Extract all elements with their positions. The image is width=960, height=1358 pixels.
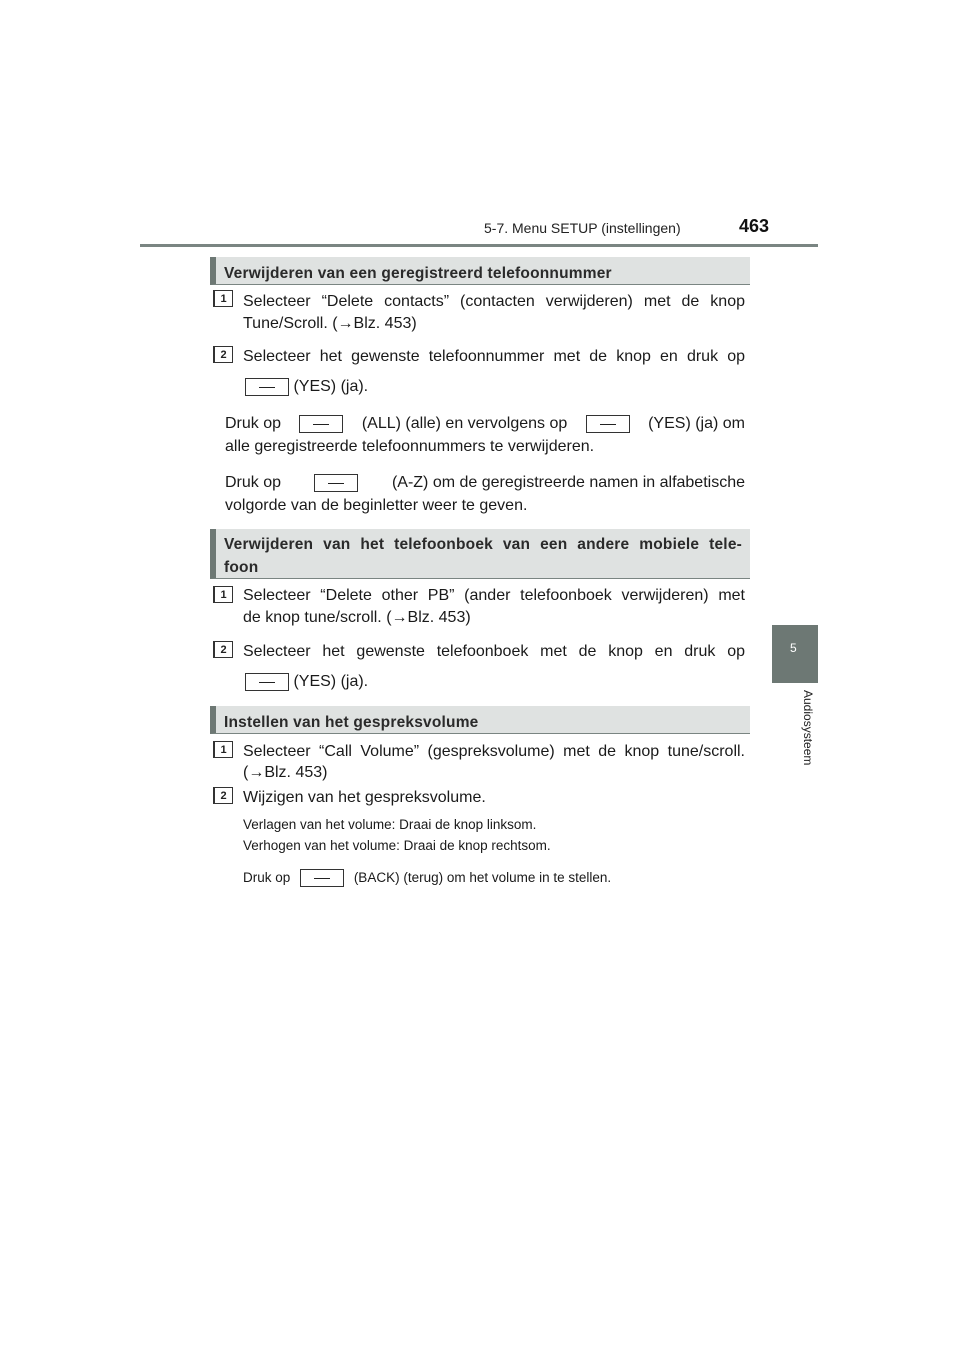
note-text: Druk op: [243, 870, 291, 885]
button-symbol-icon: [299, 415, 343, 433]
step-text: (YES) (ja).: [293, 673, 369, 690]
step-text-line: [245, 375, 368, 399]
note-line: [225, 412, 745, 436]
note-text: Druk op: [225, 415, 282, 432]
page-number: 463: [739, 216, 770, 236]
step-text: Selecteer “Delete other PB” (ander telefoonboek verwijderen) met: [243, 587, 745, 604]
note-text: (BACK) (terug) om het volume in te stellen.: [353, 870, 612, 885]
step-text: Selecteer “Call Volume” (gespreksvolume) met de knop tune/scroll.: [243, 743, 745, 760]
step-text: Tune/Scroll. (→Blz. 453): [243, 315, 417, 332]
section-title: Verwijderen van een geregistreerd telefoonnummer: [224, 265, 612, 282]
note-text: (ALL) (alle) en vervolgens op: [361, 415, 568, 432]
note-text: (YES) (ja) om: [648, 415, 745, 432]
button-symbol-icon: [314, 474, 358, 492]
section-title: foon: [224, 559, 259, 576]
button-symbol-icon: [300, 869, 344, 887]
note-line: [225, 471, 745, 495]
step-number-badge: 2: [213, 346, 233, 363]
note-text: Verlagen van het volume: Draai de knop linksom.: [243, 817, 537, 832]
note-text: Druk op: [225, 474, 282, 491]
step-text-line: [245, 670, 368, 694]
button-symbol-icon: [245, 673, 289, 691]
note-text: alle geregistreerde telefoonnummers te verwijderen.: [225, 438, 595, 455]
section-heading-delete-phonebook: [210, 529, 750, 579]
button-symbol-icon: [245, 378, 289, 396]
section-title: Instellen van het gespreksvolume: [224, 714, 479, 731]
step-text: Selecteer het gewenste telefoonnummer met de knop en druk op: [243, 348, 745, 365]
step-text: Wijzigen van het gespreksvolume.: [243, 789, 486, 806]
note-text: volgorde van de beginletter weer te geven.: [225, 497, 528, 514]
section-title: Verwijderen van het telefoonboek van een andere mobiele tele-: [224, 536, 742, 553]
chapter-tab-label: Audiosysteem: [801, 690, 815, 766]
note-line: [243, 868, 611, 888]
step-number-badge: 1: [213, 741, 233, 758]
step-text: Selecteer “Delete contacts” (contacten verwijderen) met de knop: [243, 293, 745, 310]
step-number-badge: 2: [213, 641, 233, 658]
step-text: (YES) (ja).: [293, 378, 369, 395]
note-text: Verhogen van het volume: Draai de knop rechtsom.: [243, 838, 551, 853]
header-title: 5-7. Menu SETUP (instellingen): [484, 220, 681, 236]
note-text: (A-Z) om de geregistreerde namen in alfabetische: [391, 474, 745, 491]
section-heading-delete-number: [210, 257, 750, 285]
step-number-badge: 2: [213, 787, 233, 804]
step-number-badge: 1: [213, 290, 233, 307]
section-heading-call-volume: [210, 706, 750, 734]
step-number-badge: 1: [213, 586, 233, 603]
step-text: de knop tune/scroll. (→Blz. 453): [243, 609, 471, 626]
step-text: (→Blz. 453): [243, 764, 328, 781]
header-divider: [140, 244, 818, 247]
chapter-tab-number: 5: [790, 641, 797, 655]
step-text: Selecteer het gewenste telefoonboek met de knop en druk op: [243, 643, 745, 660]
button-symbol-icon: [586, 415, 630, 433]
